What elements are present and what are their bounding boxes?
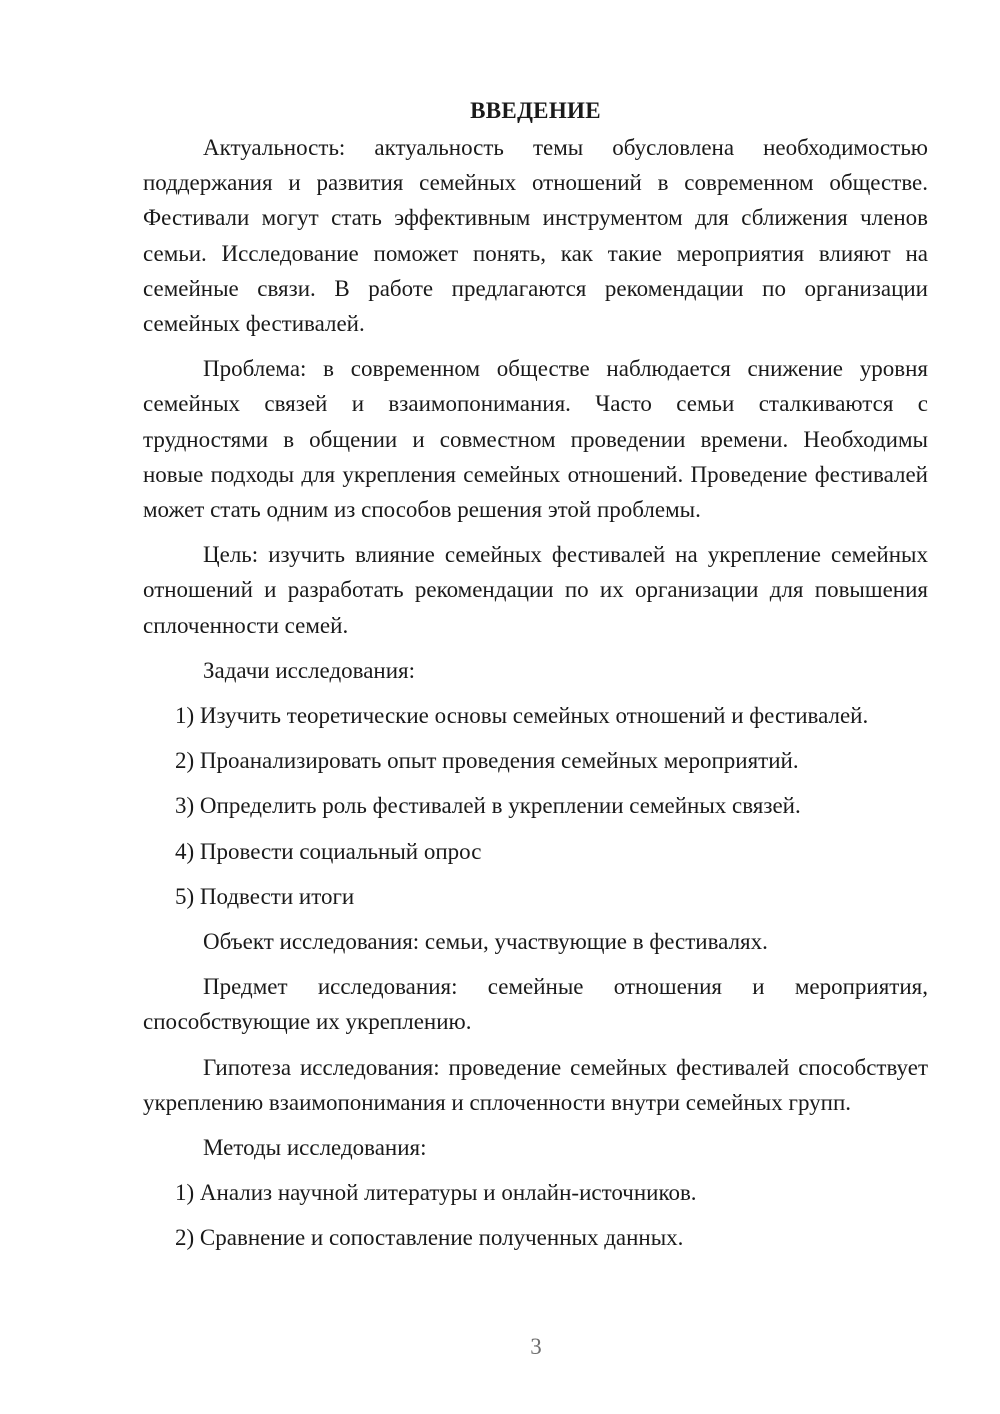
section-title: ВВЕДЕНИЕ [470, 98, 601, 123]
page-number: 3 [530, 1334, 542, 1359]
relevance-paragraph: Актуальность: актуальность темы обусловлена необходимостью поддержания и развития семейных отношений в современном обществе. Фестивали могут стать эффективным инструментом для сближения членов семьи. Исследование поможет понять, как такие мероприятия влияют на семейные связи. В работе предлагаются рекомендации по организации семейных фестивалей. [143, 135, 928, 337]
tasks-heading: Задачи исследования: [203, 657, 416, 683]
task-item: 3) Определить роль фестивалей в укреплении семейных связей. [175, 793, 801, 819]
method-item: 1) Анализ научной литературы и онлайн-источников. [175, 1180, 697, 1206]
task-item: 4) Провести социальный опрос [175, 838, 482, 864]
method-item: 2) Сравнение и сопоставление полученных данных. [175, 1225, 684, 1251]
problem-paragraph: Проблема: в современном обществе наблюдается снижение уровня семейных связей и взаимопонимания. Часто семьи сталкиваются с трудностями в общении и совместном проведении времени. Необходимы новые подходы для укрепления семейных отношений. Проведение фестивалей может стать одним из способов решения этой проблемы. [143, 356, 928, 523]
page-content [143, 96, 928, 1266]
object-paragraph: Объект исследования: семьи, участвующие в фестивалях. [203, 929, 768, 955]
task-item: 5) Подвести итоги [175, 883, 355, 909]
subject-paragraph: Предмет исследования: семейные отношения и мероприятия, способствующие их укреплению. [143, 974, 928, 1035]
goal-paragraph: Цель: изучить влияние семейных фестивалей на укрепление семейных отношений и разработать рекомендации по их организации для повышения сплоченности семей. [143, 542, 928, 638]
hypothesis-paragraph: Гипотеза исследования: проведение семейных фестивалей способствует укреплению взаимопонимания и сплоченности внутри семейных групп. [143, 1054, 928, 1115]
methods-heading: Методы исследования: [203, 1135, 427, 1161]
task-item: 1) Изучить теоретические основы семейных отношений и фестивалей. [175, 703, 869, 729]
task-item: 2) Проанализировать опыт проведения семейных мероприятий. [175, 748, 799, 774]
